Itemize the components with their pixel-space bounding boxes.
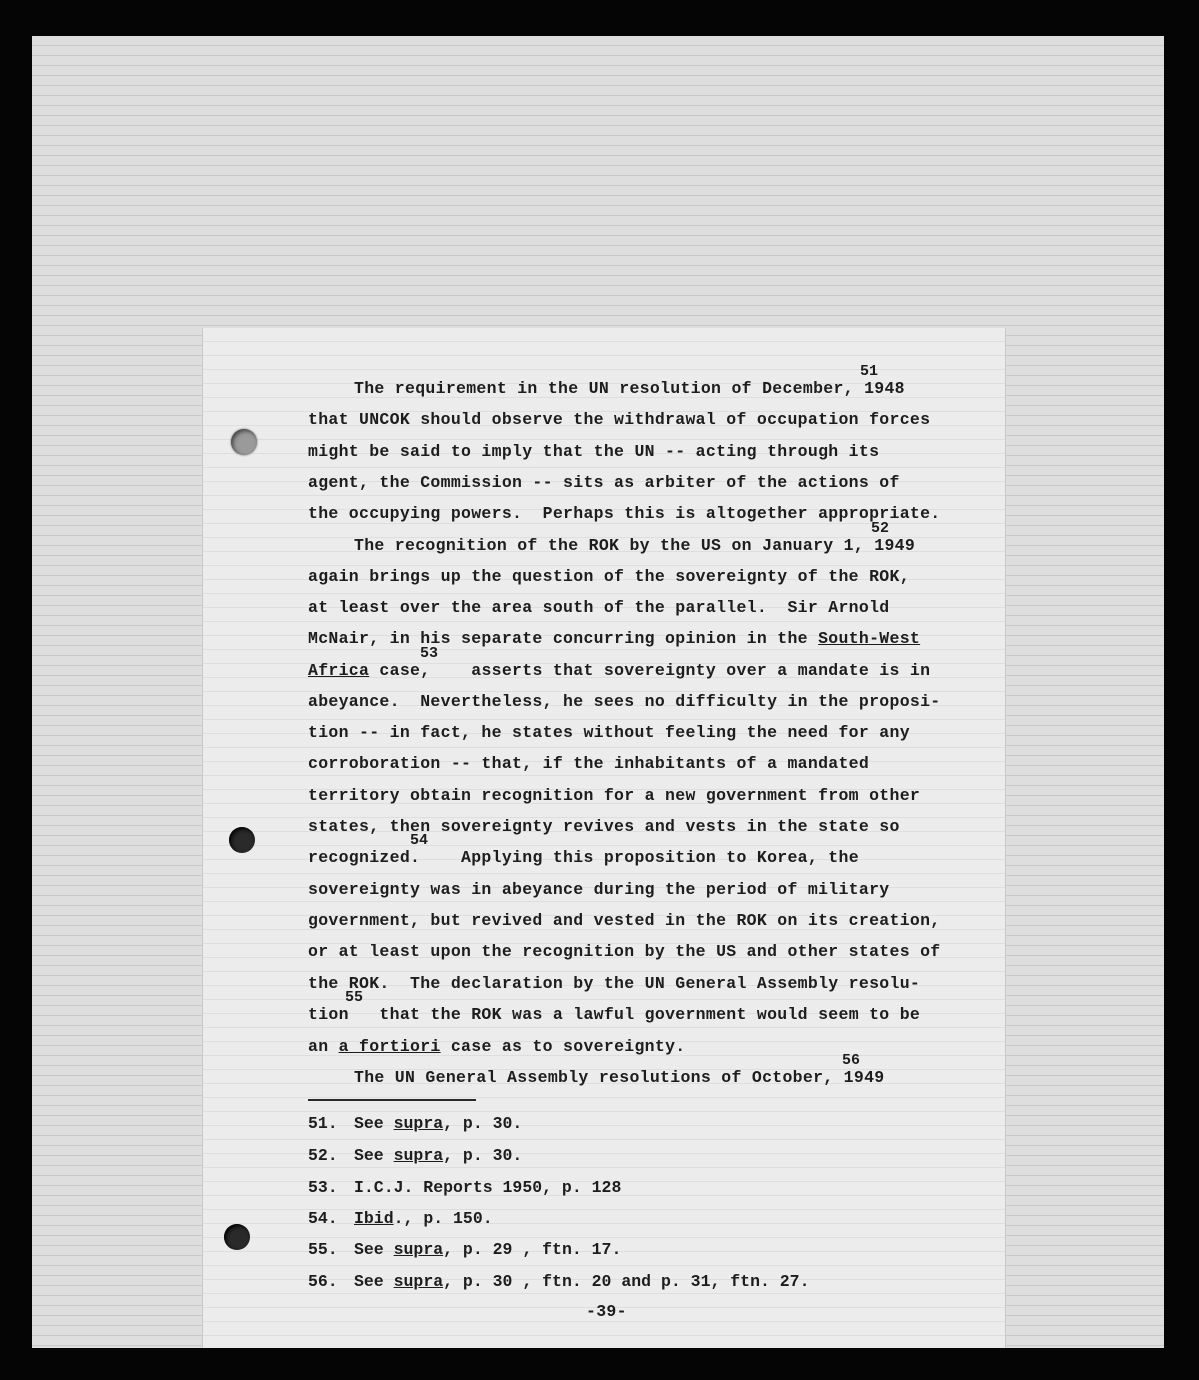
footnote-text: See: [354, 1240, 394, 1259]
footnote-underlined: supra: [393, 1272, 444, 1291]
footnote-separator: [308, 1099, 476, 1101]
footnote-text-end: , p. 30.: [443, 1146, 523, 1165]
punch-hole-middle: [229, 827, 255, 853]
footnote-number: 52.: [308, 1146, 338, 1165]
page-number: -39-: [586, 1302, 627, 1321]
footnote-54: [308, 1209, 493, 1229]
p2-line-7: tion -- in fact, he states without feeling the need for any: [308, 723, 910, 742]
footnote-text: See: [354, 1272, 394, 1291]
p2-line-16: [308, 1005, 920, 1025]
footnote-51: [308, 1114, 522, 1134]
p2-line-4: [308, 629, 920, 649]
p1-line-5: the occupying powers. Perhaps this is altogether appropriate.: [308, 504, 941, 523]
footnote-text: See: [354, 1114, 394, 1133]
p2-line-9: territory obtain recognition for a new government from other: [308, 786, 921, 805]
footnote-56: [308, 1272, 810, 1292]
p2-line-8: corroboration -- that, if the inhabitants of a mandated: [308, 754, 870, 773]
footnote-text-end: , p. 29 , ftn. 17.: [443, 1240, 622, 1259]
case-name-south-west: South-West: [818, 629, 921, 648]
p2-line-17-text-a: an: [308, 1037, 339, 1056]
footnote-number: 51.: [308, 1114, 338, 1133]
footnote-ref-53: 53: [420, 645, 439, 662]
p2-line-4-text: McNair, in his separate concurring opinion in the: [308, 629, 819, 648]
p3-line-1: The UN General Assembly resolutions of October, 1949: [354, 1068, 885, 1087]
footnote-ref-51: 51: [860, 363, 879, 380]
p2-line-16-text-a: tion: [308, 1005, 349, 1024]
footnote-text-end: , p. 30.: [443, 1114, 523, 1133]
footnote-number: 54.: [308, 1209, 338, 1228]
footnote-underlined: supra: [393, 1114, 444, 1133]
p2-line-11-text-b: Applying this proposition to Korea, the: [450, 848, 859, 867]
p2-line-3: at least over the area south of the parallel. Sir Arnold: [308, 598, 890, 617]
footnote-number: 56.: [308, 1272, 338, 1291]
p2-line-17-text-b: case as to sovereignty.: [440, 1037, 686, 1056]
p2-line-5-text-a: case,: [369, 661, 431, 680]
footnote-number: 55.: [308, 1240, 338, 1259]
p2-line-12: sovereignty was in abeyance during the period of military: [308, 880, 890, 899]
footnote-number: 53.: [308, 1178, 338, 1197]
footnote-underlined: Ibid: [354, 1209, 394, 1228]
footnote-55: [308, 1240, 621, 1260]
footnote-ref-55: 55: [345, 989, 364, 1006]
p2-line-11: [308, 848, 859, 868]
p2-line-15: the ROK. The declaration by the UN General Assembly resolu-: [308, 974, 921, 993]
footnote-text-end: ., p. 150.: [393, 1209, 493, 1228]
footnote-text: See: [354, 1146, 394, 1165]
punch-hole-bottom: [224, 1224, 250, 1250]
footnote-ref-52: 52: [871, 520, 890, 537]
p2-line-5: [308, 661, 930, 681]
footnote-text: I.C.J. Reports 1950, p. 128: [354, 1178, 622, 1197]
p2-line-11-text-a: recognized.: [308, 848, 421, 867]
footnote-underlined: supra: [393, 1146, 444, 1165]
footnote-52: [308, 1146, 522, 1166]
p2-line-6: abeyance. Nevertheless, he sees no difficulty in the proposi-: [308, 692, 941, 711]
p1-line-3: might be said to imply that the UN -- acting through its: [308, 442, 880, 461]
footnote-ref-56: 56: [842, 1052, 861, 1069]
footnote-text-end: , p. 30 , ftn. 20 and p. 31, ftn. 27.: [443, 1272, 810, 1291]
p2-line-1: The recognition of the ROK by the US on January 1, 1949: [354, 536, 916, 555]
latin-phrase: a fortiori: [338, 1037, 441, 1056]
p2-line-13: government, but revived and vested in the ROK on its creation,: [308, 911, 941, 930]
p2-line-10: states, then sovereignty revives and vests in the state so: [308, 817, 900, 836]
p2-line-2: again brings up the question of the sovereignty of the ROK,: [308, 567, 910, 586]
p1-line-1: The requirement in the UN resolution of December, 1948: [354, 379, 905, 398]
p1-line-4: agent, the Commission -- sits as arbiter of the actions of: [308, 473, 900, 492]
p2-line-14: or at least upon the recognition by the US and other states of: [308, 942, 941, 961]
footnote-53: [308, 1178, 621, 1198]
footnote-underlined: supra: [393, 1240, 444, 1259]
p2-line-16-text-b: that the ROK was a lawful government would seem to be: [369, 1005, 921, 1024]
p2-line-17: [308, 1037, 685, 1057]
case-name-africa: Africa: [308, 661, 370, 680]
footnote-ref-54: 54: [410, 832, 429, 849]
punch-hole-top: [231, 429, 257, 455]
p2-line-5-text-b: asserts that sovereignty over a mandate is in: [461, 661, 931, 680]
p1-line-2: that UNCOK should observe the withdrawal of occupation forces: [308, 410, 931, 429]
